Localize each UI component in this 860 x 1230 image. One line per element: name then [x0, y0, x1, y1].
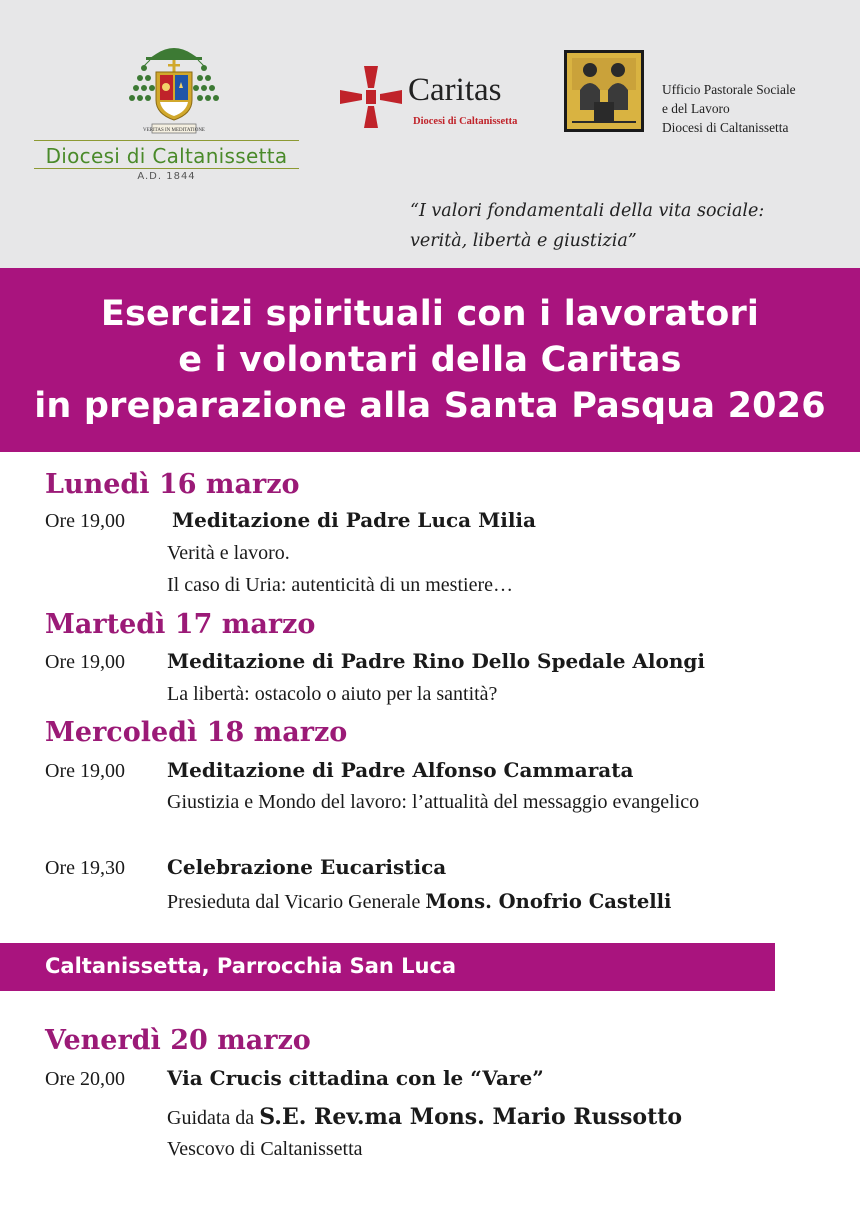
caritas-name: Caritas	[408, 72, 502, 108]
event-description: Il caso di Uria: autenticità di un mestiere…	[167, 574, 513, 596]
ufficio-line: Diocesi di Caltanissetta	[662, 120, 789, 135]
diocesi-rule-top	[34, 140, 299, 141]
day-heading: Venerdì 20 marzo	[45, 1025, 311, 1056]
day-heading: Mercoledì 18 marzo	[45, 717, 348, 748]
event-description-text: Presieduta dal Vicario Generale	[167, 891, 426, 913]
bishop-name: S.E. Rev.ma Mons. Mario Russotto	[259, 1104, 683, 1130]
ufficio-line: e del Lavoro	[662, 101, 730, 116]
day-heading: Martedì 17 marzo	[45, 609, 316, 640]
event-title: Meditazione di Padre Rino Dello Spedale Alongi	[167, 649, 705, 673]
event-time: Ore 19,00	[45, 651, 125, 673]
event-title: Celebrazione Eucaristica	[167, 855, 447, 879]
event-description	[167, 890, 671, 914]
event-description-text: Guidata da	[167, 1107, 260, 1129]
title-line: e i volontari della Caritas	[178, 340, 682, 380]
event-time: Ore 20,00	[45, 1068, 125, 1090]
title-line: Esercizi spirituali con i lavoratori	[100, 294, 760, 334]
diocesi-name: Diocesi di Caltanissetta	[45, 144, 288, 168]
diocesi-year: A.D. 1844	[137, 171, 196, 182]
header	[0, 0, 860, 268]
event-title: Meditazione di Padre Luca Milia	[172, 508, 536, 532]
title-line: in preparazione alla Santa Pasqua 2026	[34, 386, 826, 426]
motto-line: “I valori fondamentali della vita sociale:	[410, 201, 765, 221]
event-title: Meditazione di Padre Alfonso Cammarata	[167, 758, 634, 782]
day-heading: Lunedì 16 marzo	[45, 469, 300, 500]
caritas-subtitle: Diocesi di Caltanissetta	[413, 116, 518, 127]
title-band	[0, 268, 860, 452]
caritas-cross-icon	[340, 66, 402, 128]
event-description: Giustizia e Mondo del lavoro: l’attualità del messaggio evangelico	[167, 791, 700, 813]
event-time: Ore 19,00	[45, 510, 125, 532]
event-description: Vescovo di Caltanissetta	[167, 1138, 363, 1160]
coat-of-arms-icon	[124, 44, 224, 136]
ufficio-text	[662, 80, 796, 137]
diocesi-scroll-text: VERITAS IN MEDITATIONE	[143, 128, 205, 133]
ufficio-line: Ufficio Pastorale Sociale	[662, 82, 796, 97]
celebrant-name: Mons. Onofrio Castelli	[425, 890, 672, 913]
motto-line: verità, libertà e giustizia”	[410, 231, 637, 251]
ufficio-painting-icon	[564, 50, 644, 132]
caritas-logo	[340, 66, 540, 132]
location-text: Caltanissetta, Parrocchia San Luca	[45, 954, 457, 978]
motto-quote	[410, 196, 764, 256]
diocesi-rule-bottom	[34, 168, 299, 169]
event-description: Verità e lavoro.	[167, 542, 290, 564]
location-band	[0, 943, 775, 991]
event-description	[167, 1104, 682, 1130]
event-title: Via Crucis cittadina con le “Vare”	[167, 1066, 544, 1090]
event-time: Ore 19,00	[45, 760, 125, 782]
diocesi-logo	[34, 44, 299, 190]
event-description: La libertà: ostacolo o aiuto per la santità?	[167, 683, 498, 705]
event-time: Ore 19,30	[45, 857, 125, 879]
